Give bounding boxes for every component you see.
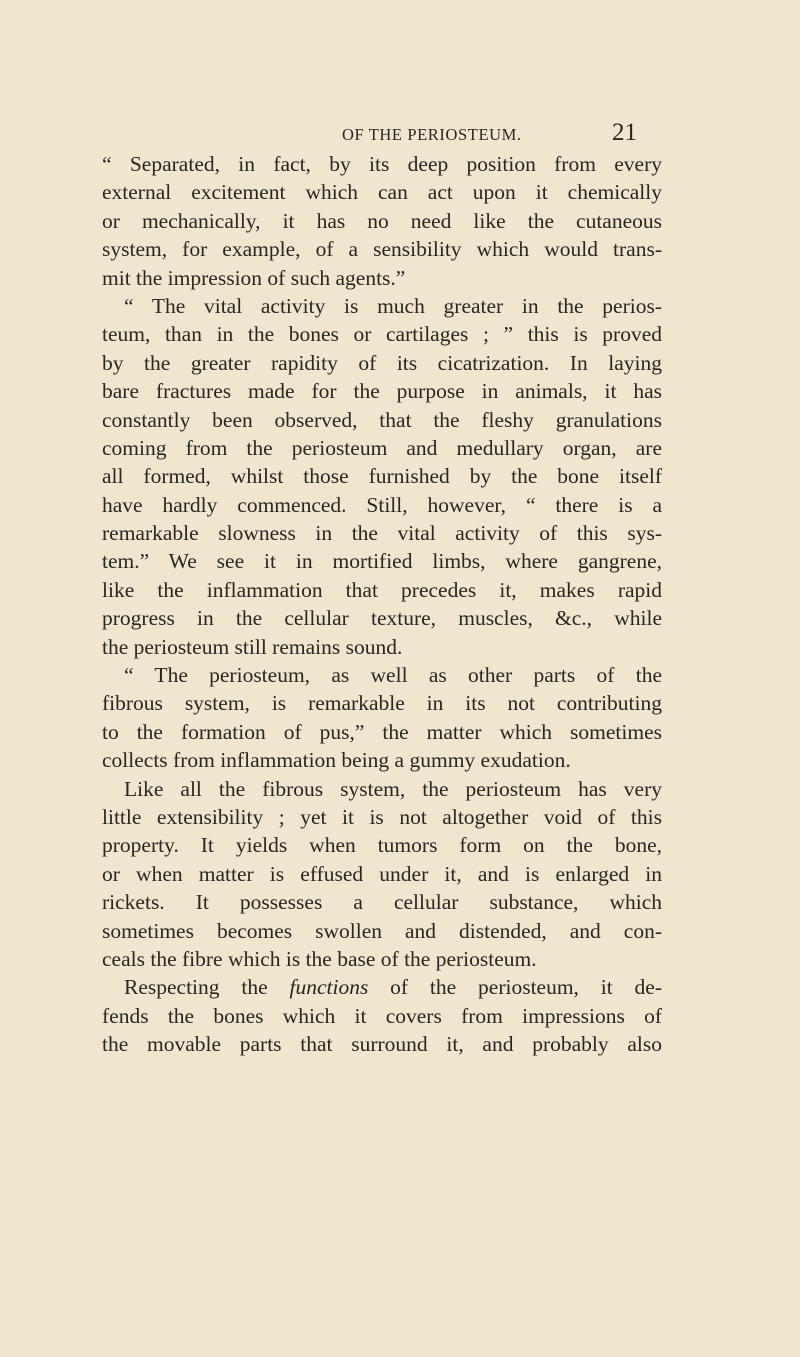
page-number: 21	[612, 119, 637, 146]
running-head-title: OF THE PERIOSTEUM.	[342, 125, 522, 144]
text-segment: of the periosteum, it de-	[390, 975, 663, 1000]
text-line: collects from inflammation being a gummy exudation.	[102, 748, 571, 773]
text-line: all formed, whilst those furnished by the bone itself	[102, 464, 662, 489]
text-line: constantly been observed, that the fleshy granulations	[102, 407, 662, 432]
text-line: rickets. It possesses a cellular substance, which	[102, 890, 662, 915]
text-line: remarkable slowness in the vital activity of this sys-	[102, 521, 662, 546]
text-line: little extensibility ; yet it is not altogether void of this	[102, 804, 662, 829]
italic-term: functions	[289, 975, 369, 1000]
text-line: tem.” We see it in mortified limbs, where gangrene,	[102, 549, 662, 574]
text-line: Like all the fibrous system, the periosteum has very	[124, 776, 662, 801]
text-line: bare fractures made for the purpose in animals, it has	[102, 379, 662, 404]
text-line: system, for example, of a sensibility which would trans-	[102, 237, 662, 262]
text-line: sometimes becomes swollen and distended, and con-	[102, 918, 662, 943]
body-text	[102, 150, 662, 1059]
text-line: have hardly commenced. Still, however, “ there is a	[102, 492, 662, 517]
text-line: property. It yields when tumors form on the bone,	[102, 833, 662, 858]
text-line: “ The vital activity is much greater in the perios-	[124, 293, 662, 318]
text-line: like the inflammation that precedes it, makes rapid	[102, 577, 662, 602]
text-line: coming from the periosteum and medullary organ, are	[102, 435, 662, 460]
text-line: external excitement which can act upon it chemically	[102, 180, 662, 205]
text-line: teum, than in the bones or cartilages ; ” this is proved	[102, 322, 662, 347]
text-line: fends the bones which it covers from impressions of	[102, 1003, 662, 1028]
text-line: the movable parts that surround it, and probably also	[102, 1032, 662, 1057]
text-line: progress in the cellular texture, muscles, &c., while	[102, 606, 662, 631]
text-line: by the greater rapidity of its cicatrization. In laying	[102, 350, 662, 375]
text-line: “ Separated, in fact, by its deep position from every	[102, 152, 662, 176]
text-line: “ The periosteum, as well as other parts of the	[124, 663, 662, 688]
text-line: to the formation of pus,” the matter which sometimes	[102, 719, 662, 744]
text-line: or mechanically, it has no need like the cutaneous	[102, 208, 662, 233]
text-line: ceals the fibre which is the base of the periosteum.	[102, 946, 537, 971]
text-segment: Respecting the	[124, 975, 268, 1000]
text-line: fibrous system, is remarkable in its not contributing	[102, 691, 662, 716]
text-line: or when matter is effused under it, and is enlarged in	[102, 861, 662, 886]
text-line-functions	[102, 973, 662, 1001]
text-line: the periosteum still remains sound.	[102, 634, 403, 659]
text-line: mit the impression of such agents.”	[102, 265, 406, 290]
